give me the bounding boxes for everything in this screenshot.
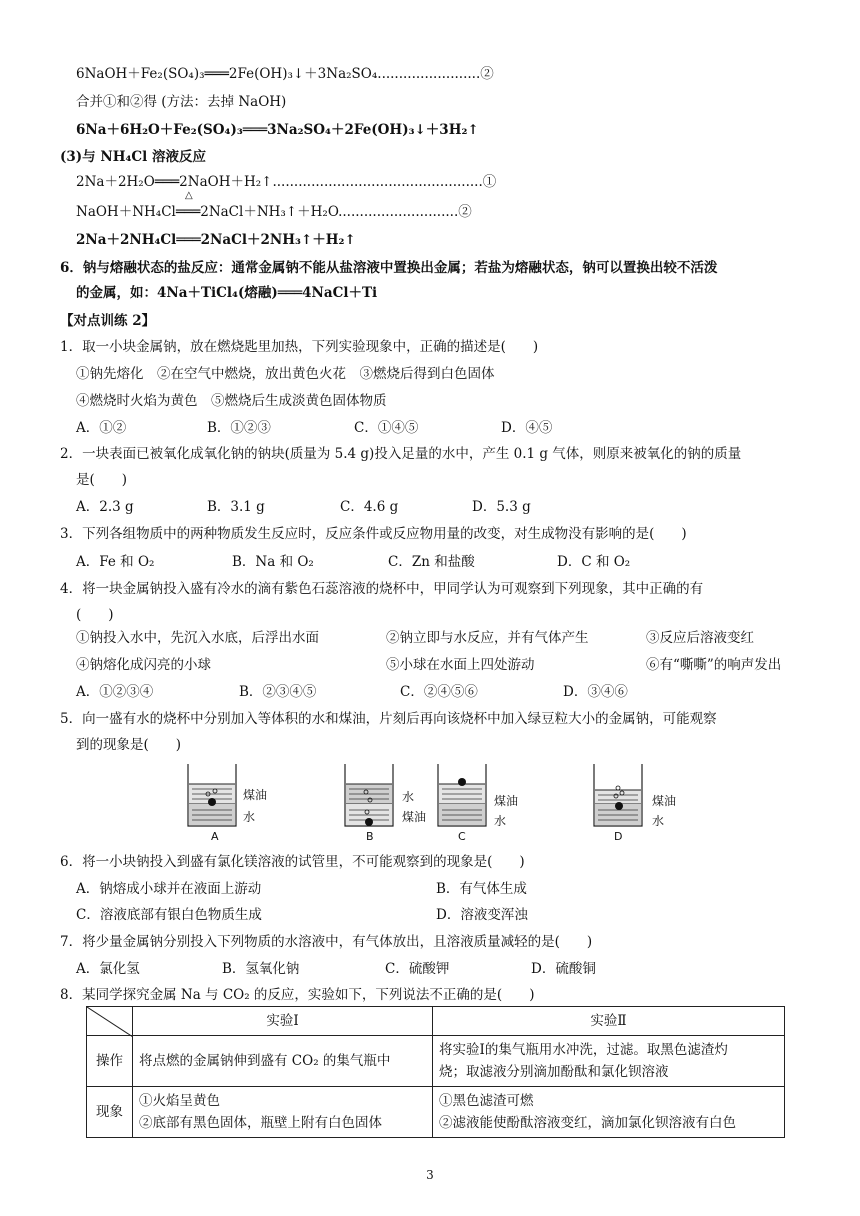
figure-c-caption: C — [458, 830, 466, 843]
option-d: D．硫酸铜 — [531, 961, 596, 977]
cell-line: 烧；取滤液分别滴加酚酞和氯化钡溶液 — [439, 1064, 669, 1080]
option-b: B．①②③ — [207, 420, 271, 436]
option-b: B．3.1 g — [207, 499, 265, 515]
cell-line: 将实验Ⅰ的集气瓶用水冲洗，过滤。取黑色滤渣灼 — [439, 1042, 728, 1058]
equation-note: 合并①和②得 (方法：去掉 NaOH) — [76, 94, 287, 110]
table-header-row — [87, 1007, 785, 1036]
question-statement: ⑥有“嘶嘶”的响声发出 — [646, 657, 782, 673]
table-row — [87, 1036, 785, 1087]
option-d: D．5.3 g — [472, 499, 531, 515]
question-stem: 是( ) — [76, 472, 128, 488]
beaker-d-figure — [592, 762, 644, 830]
option-a: A．2.3 g — [76, 499, 134, 515]
option-c: C．②④⑤⑥ — [400, 684, 478, 700]
figure-d-top-label: 煤油 — [652, 794, 677, 808]
figure-b-top-label: 水 — [402, 790, 415, 804]
question-stem: 到的现象是( ) — [76, 737, 182, 753]
diagonal-line — [87, 1007, 133, 1037]
question-stem: 8．某同学探究金属 Na 与 CO₂ 的反应，实验如下，下列说法不正确的是( ) — [60, 987, 535, 1003]
cell-line: ②滤液能使酚酞溶液变红，滴加氯化钡溶液有白色 — [439, 1115, 736, 1131]
figure-a-bottom-label: 水 — [243, 810, 256, 824]
option-d: D．C 和 O₂ — [557, 554, 631, 570]
question-stem: 1．取一小块金属钠，放在燃烧匙里加热，下列实验现象中，正确的描述是( ) — [60, 339, 539, 355]
option-a: A．钠熔成小球并在液面上游动 — [76, 881, 262, 897]
option-d: D．③④⑥ — [563, 684, 628, 700]
option-c: C．①④⑤ — [354, 420, 419, 436]
question-stem: 7．将少量金属钠分别投入下列物质的水溶液中，有气体放出，且溶液质量减轻的是( ) — [60, 934, 593, 950]
experiment-table — [86, 1006, 785, 1138]
figure-b-caption: B — [366, 830, 374, 843]
question-statement: ①钠投入水中，先沉入水底，后浮出水面 — [76, 630, 319, 646]
equation-line: 6NaOH＋Fe₂(SO₄)₃═══2Fe(OH)₃↓＋3Na₂SO₄........................② — [76, 66, 494, 82]
beaker-a-figure — [186, 762, 238, 830]
option-a: A．①② — [76, 420, 127, 436]
equation-line: NaOH＋NH₄Cl═══2NaCl＋NH₃↑＋H₂O............................② — [76, 204, 472, 220]
option-b: B．Na 和 O₂ — [232, 554, 314, 570]
heat-symbol: △ — [185, 190, 193, 201]
question-stem: ( ) — [76, 607, 114, 623]
option-d: D．溶液变浑浊 — [436, 907, 528, 923]
figure-d-bottom-label: 水 — [652, 814, 665, 828]
figure-a-top-label: 煤油 — [243, 788, 268, 802]
row-header: 现象 — [87, 1087, 133, 1138]
question-statement: ③反应后溶液变红 — [646, 630, 754, 646]
question-stem: 5．向一盛有水的烧杯中分别加入等体积的水和煤油，片刻后再向该烧杯中加入绿豆粒大小的金属钠，可能观察 — [60, 711, 717, 727]
question-stem: 3．下列各组物质中的两种物质发生反应时，反应条件或反应物用量的改变，对生成物没有影响的是( ) — [60, 526, 687, 542]
equation-combined: 6Na＋6H₂O＋Fe₂(SO₄)₃═══3Na₂SO₄＋2Fe(OH)₃↓＋3H₂↑ — [76, 122, 479, 138]
question-stem: 4．将一块金属钠投入盛有冷水的滴有紫色石蕊溶液的烧杯中，甲同学认为可观察到下列现象，其中正确的有 — [60, 581, 704, 597]
equation-combined: 2Na＋2NH₄Cl═══2NaCl＋2NH₃↑＋H₂↑ — [76, 232, 356, 248]
option-c: C．溶液底部有银白色物质生成 — [76, 907, 262, 923]
equation-line: 2Na＋2H₂O═══2NaOH＋H₂↑.................................................① — [76, 174, 497, 190]
option-b: B．氢氧化钠 — [222, 961, 300, 977]
question-statement: ④钠熔化成闪亮的小球 — [76, 657, 211, 673]
section-title: 【对点训练 2】 — [60, 313, 156, 329]
table-cell: 将点燃的金属钠伸到盛有 CO₂ 的集气瓶中 — [133, 1036, 433, 1087]
question-statement: ①钠先熔化 ②在空气中燃烧，放出黄色火花 ③燃烧后得到白色固体 — [76, 366, 495, 382]
figure-c-top-label: 煤油 — [494, 794, 519, 808]
row-header: 操作 — [87, 1036, 133, 1087]
question-stem: 6．将一小块钠投入到盛有氯化镁溶液的试管里，不可能观察到的现象是( ) — [60, 854, 525, 870]
option-a: A．氯化氢 — [76, 961, 140, 977]
paragraph-line: 6．钠与熔融状态的盐反应：通常金属钠不能从盐溶液中置换出金属；若盐为熔融状态，钠可以置换出较不活泼 — [60, 260, 718, 276]
cell-line: ②底部有黑色固体，瓶壁上附有白色固体 — [139, 1115, 382, 1131]
figure-d-caption: D — [614, 830, 623, 843]
cell-line: ①火焰呈黄色 — [139, 1093, 220, 1109]
question-statement: ④燃烧时火焰为黄色 ⑤燃烧后生成淡黄色固体物质 — [76, 393, 387, 409]
option-b: B．有气体生成 — [436, 881, 527, 897]
option-a: A．①②③④ — [76, 684, 154, 700]
option-b: B．②③④⑤ — [239, 684, 317, 700]
option-c: C．Zn 和盐酸 — [388, 554, 475, 570]
table-cell — [433, 1087, 785, 1138]
option-c: C．硫酸钾 — [385, 961, 450, 977]
table-cell — [433, 1036, 785, 1087]
table-row — [87, 1087, 785, 1138]
figure-a-caption: A — [211, 830, 219, 843]
question-statement: ⑤小球在水面上四处游动 — [386, 657, 535, 673]
question-statement: ②钠立即与水反应，并有气体产生 — [386, 630, 589, 646]
table-header: 实验Ⅰ — [133, 1007, 433, 1036]
option-c: C．4.6 g — [340, 499, 399, 515]
diagonal-cell — [87, 1007, 133, 1036]
beaker-b-figure — [343, 762, 395, 830]
option-a: A．Fe 和 O₂ — [76, 554, 155, 570]
figure-c-bottom-label: 水 — [494, 814, 507, 828]
beaker-c-figure — [436, 762, 488, 830]
subheading: (3)与 NH₄Cl 溶液反应 — [60, 149, 206, 165]
question-stem: 2．一块表面已被氧化成氧化钠的钠块(质量为 5.4 g)投入足量的水中，产生 0.1 g 气体，则原来被氧化的钠的质量 — [60, 446, 742, 462]
cell-line: ①黑色滤渣可燃 — [439, 1093, 534, 1109]
page-number: 3 — [426, 1168, 434, 1182]
table-header: 实验Ⅱ — [433, 1007, 785, 1036]
table-cell — [133, 1087, 433, 1138]
paragraph-line: 的金属，如：4Na＋TiCl₄(熔融)═══4NaCl＋Ti — [76, 285, 378, 301]
option-d: D．④⑤ — [501, 420, 553, 436]
figure-b-bottom-label: 煤油 — [402, 810, 427, 824]
